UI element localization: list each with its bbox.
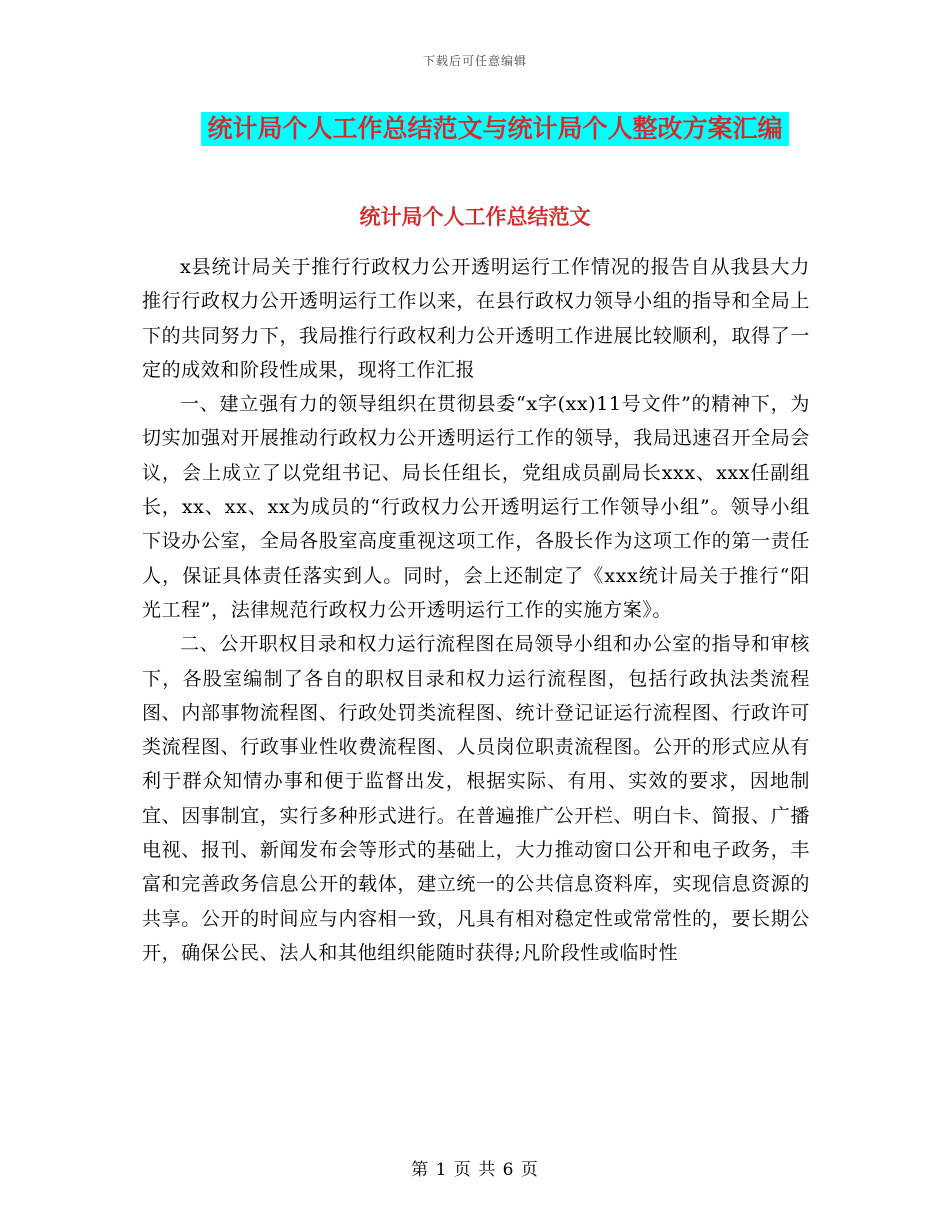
- main-title-container: [0, 112, 950, 146]
- paragraph-section-two: 二、公开职权目录和权力运行流程图在局领导小组和办公室的指导和审核下，各股室编制了各自的职权目录和权力运行流程图，包括行政执法类流程图、内部事物流程图、行政处罚类流程图、统计登记证运行流程图、行政许可类流程图、行政事业性收费流程图、人员岗位职责流程图。公开的形式应从有利于群众知情办事和便于监督出发，根据实际、有用、实效的要求，因地制宜、因事制宜，实行多种形式进行。在普遍推广公开栏、明白卡、简报、广播电视、报刊、新闻发布会等形式的基础上，大力推动窗口公开和电子政务，丰富和完善政务信息公开的载体，建立统一的公共信息资料库，实现信息资源的共享。公开的时间应与内容相一致，凡具有相对稳定性或常常性的，要长期公开，确保公民、法人和其他组织能随时获得;凡阶段性或临时性: [142, 633, 810, 964]
- paragraph-intro: x县统计局关于推行行政权力公开透明运行工作情况的报告自从我县大力推行行政权力公开透明运行工作以来，在县行政权力领导小组的指导和全局上下的共同努力下，我局推行行政权利力公开透明工作进展比较顺利，取得了一定的成效和阶段性成果，现将工作汇报: [142, 256, 810, 381]
- document-body: [142, 250, 810, 970]
- paragraph-section-one: 一、建立强有力的领导组织在贯彻县委“x字(xx)11号文件”的精神下，为切实加强对开展推动行政权力公开透明运行工作的领导，我局迅速召开全局会议，会上成立了以党组书记、局长任组长，党组成员副局长xxx、xxx任副组长，xx、xx、xx为成员的“行政权力公开透明运行工作领导小组”。领导小组下设办公室，全局各股室高度重视这项工作，各股长作为这项工作的第一责任人，保证具体责任落实到人。同时，会上还制定了《xxx统计局关于推行“阳光工程”，法律规范行政权力公开透明运行工作的实施方案》。: [142, 393, 810, 621]
- main-title: 统计局个人工作总结范文与统计局个人整改方案汇编: [201, 112, 788, 146]
- page-number-footer: 第 1 页 共 6 页: [411, 1160, 539, 1180]
- header-note: 下载后可任意编辑: [422, 54, 527, 68]
- sub-title: 统计局个人工作总结范文: [359, 205, 591, 229]
